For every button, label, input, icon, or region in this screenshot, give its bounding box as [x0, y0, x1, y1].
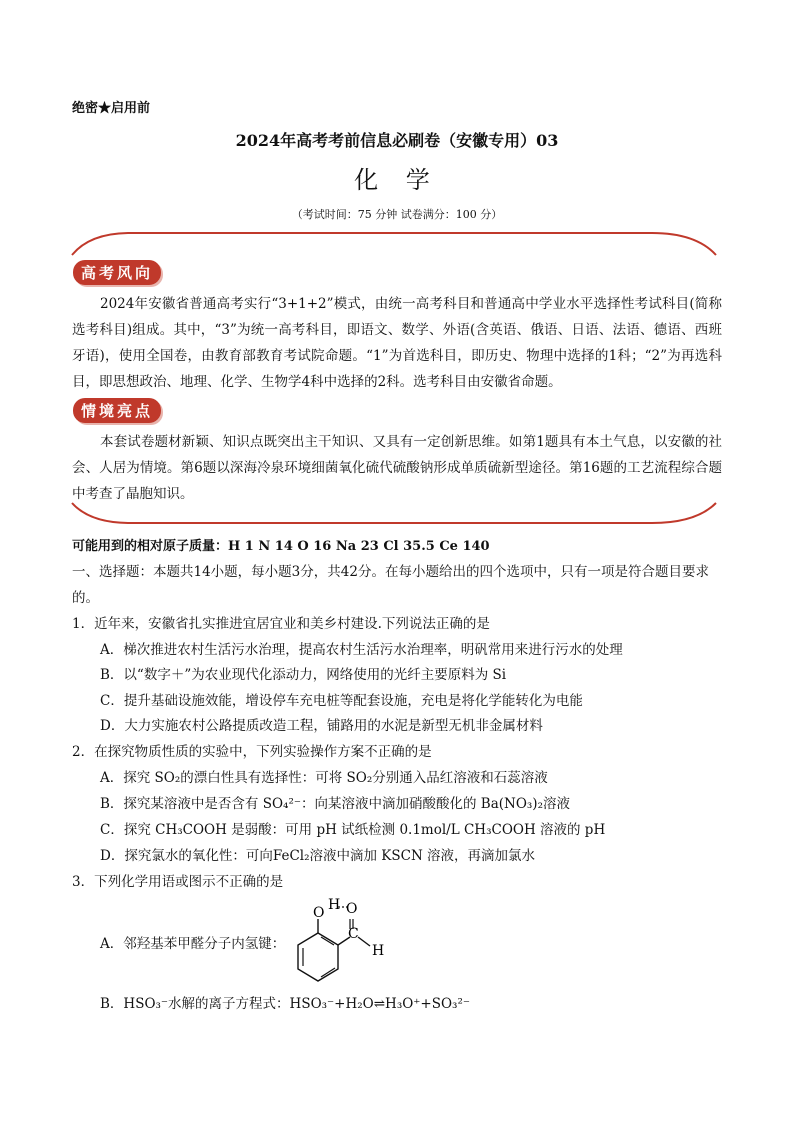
question-1-stem: 1．近年来，安徽省扎实推进宜居宜业和美乡村建设.下列说法正确的是: [72, 616, 490, 632]
secret-label: 绝密★启用前: [72, 101, 151, 116]
mol-label-o1: O: [313, 905, 325, 921]
question-1-option-b: B．以“数字＋”为农业现代化添动力，网络使用的光纤主要原料为 Si: [100, 667, 507, 683]
question-2-option-a: A．探究 SO₂的漂白性具有选择性：可将 SO₂分别通入品红溶液和石蕊溶液: [100, 770, 548, 786]
question-2-option-d: D．探究氯水的氧化性：可向FeCl₂溶液中滴加 KSCN 溶液，再滴加氯水: [100, 848, 536, 864]
paper-title: 2024年高考考前信息必刷卷（安徽专用）03: [235, 131, 559, 150]
intro-paragraph-2: 本套试卷题材新颖、知识点既突出主干知识、又具有一定创新思维。如第1题具有本土气息，以安徽的社会、人居为情境。第6题以深海冷泉环境细菌氧化硫代硫酸钠形成单质硫新型途径。第16题的工艺流程综合题中考查了晶胞知识。: [72, 434, 722, 502]
mol-label-h2: H: [372, 943, 385, 959]
mol-label-h: H: [328, 897, 341, 913]
question-2-option-c: C．探究 CH₃COOH 是弱酸：可用 pH 试纸检测 0.1mol/L CH₃COOH 溶液的 pH: [100, 822, 606, 838]
mol-label-o2: O: [346, 901, 358, 917]
question-2-stem: 2．在探究物质性质的实验中，下列实验操作方案不正确的是: [72, 744, 432, 760]
intro-paragraph-1: 2024年安徽省普通高考实行“3+1+2”模式，由统一高考科目和普通高中学业水平选择性考试科目(简称选考科目)组成。其中，“3”为统一高考科目，即语文、数学、外语(含英语、俄语、日语、法语、德语、西班牙语)，使用全国卷，由教育部教育考试院命题。“1”为首选科目，即历史、物理中选择的1科；“2”为再选科目，即思想政治、地理、化学、生物学4科中选择的2科。选考科目由安徽省命题。: [72, 296, 722, 390]
question-3-stem: 3．下列化学用语或图示不正确的是: [72, 874, 284, 890]
question-1-option-a: A．梯次推进农村生活污水治理，提高农村生活污水治理率，明矾常用来进行污水的处理: [100, 642, 623, 658]
question-2-option-b: B．探究某溶液中是否含有 SO₄²⁻：向某溶液中滴加硝酸酸化的 Ba(NO₃)₂溶液: [100, 796, 570, 812]
badge-exam-trend: 高考风向: [73, 260, 161, 285]
subject-title: 化 学: [354, 166, 440, 194]
mol-label-c: C: [348, 926, 359, 942]
exam-info: （考试时间：75 分钟 试卷满分：100 分）: [291, 208, 503, 221]
question-1-option-c: C．提升基础设施效能，增设停车充电桩等配套设施，充电是将化学能转化为电能: [100, 693, 583, 709]
section-instructions: 一、选择题：本题共14小题，每小题3分，共42分。在每小题给出的四个选项中，只有一项是符合题目要求的。: [72, 564, 709, 606]
question-3-option-a: A．邻羟基苯甲醛分子内氢键：: [100, 936, 286, 952]
badge-highlights: 情境亮点: [73, 398, 161, 423]
hydroxybenzaldehyde-structure: [288, 893, 398, 988]
atomic-masses: 可能用到的相对原子质量：H 1 N 14 O 16 Na 23 Cl 35.5 Ce 140: [72, 539, 490, 554]
question-1-option-d: D．大力实施农村公路提质改造工程，铺路用的水泥是新型无机非金属材料: [100, 718, 543, 734]
question-3-option-b: B．HSO₃⁻水解的离子方程式：HSO₃⁻+H₂O⇌H₃O⁺+SO₃²⁻: [100, 996, 471, 1012]
